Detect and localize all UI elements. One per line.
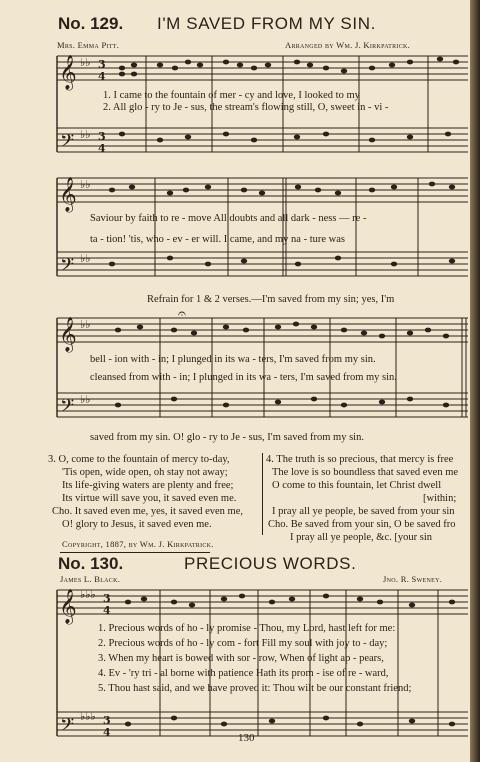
svg-text:♭♭: ♭♭ [80,56,91,69]
column-divider [262,453,263,535]
verse-line: Its virtue will save you, it saved even me. [62,493,237,504]
svg-text:3: 3 [98,58,106,71]
verse-line: O come to this fountain, let Christ dwell [272,480,442,491]
svg-text:♭♭: ♭♭ [80,393,91,406]
svg-text:𝄢: 𝄢 [60,396,75,421]
lyric-line: 5. Thou hast said, and we have proved it: Thou wilt be our constant friend; [98,683,412,694]
svg-text:𝄐: 𝄐 [178,306,186,322]
svg-text:♭♭: ♭♭ [80,252,91,265]
copyright-notice: Copyright, 1887, by Wm. J. Kirkpatrick. [62,539,214,549]
lyric-line: 2. Precious words of ho - ly com - fort Fill my soul with joy to - day; [98,638,388,649]
svg-text:𝄢: 𝄢 [60,255,75,280]
verse-line: [within; [423,493,457,504]
lyric-line: 2. All glo - ry to Je - sus, the stream's flowing still, O, sweet in - vi - [103,102,389,113]
svg-text:𝄢: 𝄢 [60,715,75,740]
hymn-number: No. 129. [58,14,124,33]
lyric-line: ta - tion! 'tis, who - ev - er will. I came, and my na - ture was [90,234,345,245]
verse-line: I pray all ye people, &c. [your sin [290,532,432,543]
verse-line: Cho. Be saved from your sin, O be saved fro [268,519,456,530]
svg-text:♭♭: ♭♭ [80,128,91,141]
book-edge [470,0,480,762]
lyric-line: 3. When my heart is bowed with sor - row, When of light ap - pears, [98,653,384,664]
divider [60,552,210,553]
verse-line: 3. O, come to the fountain of mercy to-day, [48,454,230,465]
verse-line: Cho. It saved even me, yes, it saved even me, [52,506,243,517]
svg-text:3: 3 [103,592,111,605]
verse-line: O! glory to Jesus, it saved even me. [62,519,212,530]
lyric-line: 1. I came to the fountain of mer - cy and love, I looked to my [103,90,360,101]
svg-text:♭♭♭: ♭♭♭ [80,588,96,601]
refrain-label: Refrain for 1 & 2 verses.—I'm saved from my sin; yes, I'm [147,294,395,305]
composer-credit: Jno. R. Sweney. [383,574,443,584]
lyric-line: saved from my sin. O! glo - ry to Je - sus, I'm saved from my sin. [90,432,364,443]
clefs [59,55,77,740]
verse-line: 4. The truth is so precious, that mercy is free [266,454,454,465]
svg-text:𝄞: 𝄞 [59,177,77,212]
hymn-title: PRECIOUS WORDS. [184,554,357,573]
svg-text:4: 4 [103,604,111,617]
verse-line: Its life-giving waters are plenty and free; [62,480,234,491]
hymn-number: No. 130. [58,554,124,573]
svg-text:𝄢: 𝄢 [60,131,75,156]
lyric-line: bell - ion with - in; I plunged in its wa - ters, I'm saved from my sin. [90,354,376,365]
hymn-title: I'M SAVED FROM MY SIN. [157,14,376,33]
verse-line: The love is so boundless that saved even me [272,467,459,478]
svg-text:𝄞: 𝄞 [59,55,77,90]
svg-text:𝄞: 𝄞 [59,589,77,624]
lyric-line: cleansed from with - in; I plunged in its wa - ters, I'm saved from my sin. [90,372,397,383]
page-number: 130 [238,732,255,744]
lyric-line: 1. Precious words of ho - ly promise - Thou, my Lord, hast left for me: [98,623,396,634]
author-credit: James L. Black. [60,574,121,584]
accidentals-and-meters [80,56,111,739]
author-credit: Mrs. Emma Pitt. [57,40,120,50]
svg-text:4: 4 [98,142,106,155]
fermatas [178,306,186,322]
verse-line: 'Tis open, wide open, oh stay not away; [62,467,228,478]
svg-text:♭♭: ♭♭ [80,178,91,191]
lyric-line: Saviour by faith to re - move All doubts and all dark - ness — re - [90,213,367,224]
svg-text:𝄞: 𝄞 [59,317,77,352]
verse-line: I pray all ye people, be saved from your sin [272,506,455,517]
svg-text:3: 3 [103,714,111,727]
arranger-credit: Arranged by Wm. J. Kirkpatrick. [285,40,411,50]
svg-text:3: 3 [98,130,106,143]
svg-text:♭♭: ♭♭ [80,318,91,331]
svg-text:♭♭♭: ♭♭♭ [80,710,96,723]
svg-text:4: 4 [103,726,111,739]
lyric-line: 4. Ev - 'ry tri - al borne with patience Hath its prom - ise of re - ward, [98,668,389,679]
svg-text:4: 4 [98,70,106,83]
